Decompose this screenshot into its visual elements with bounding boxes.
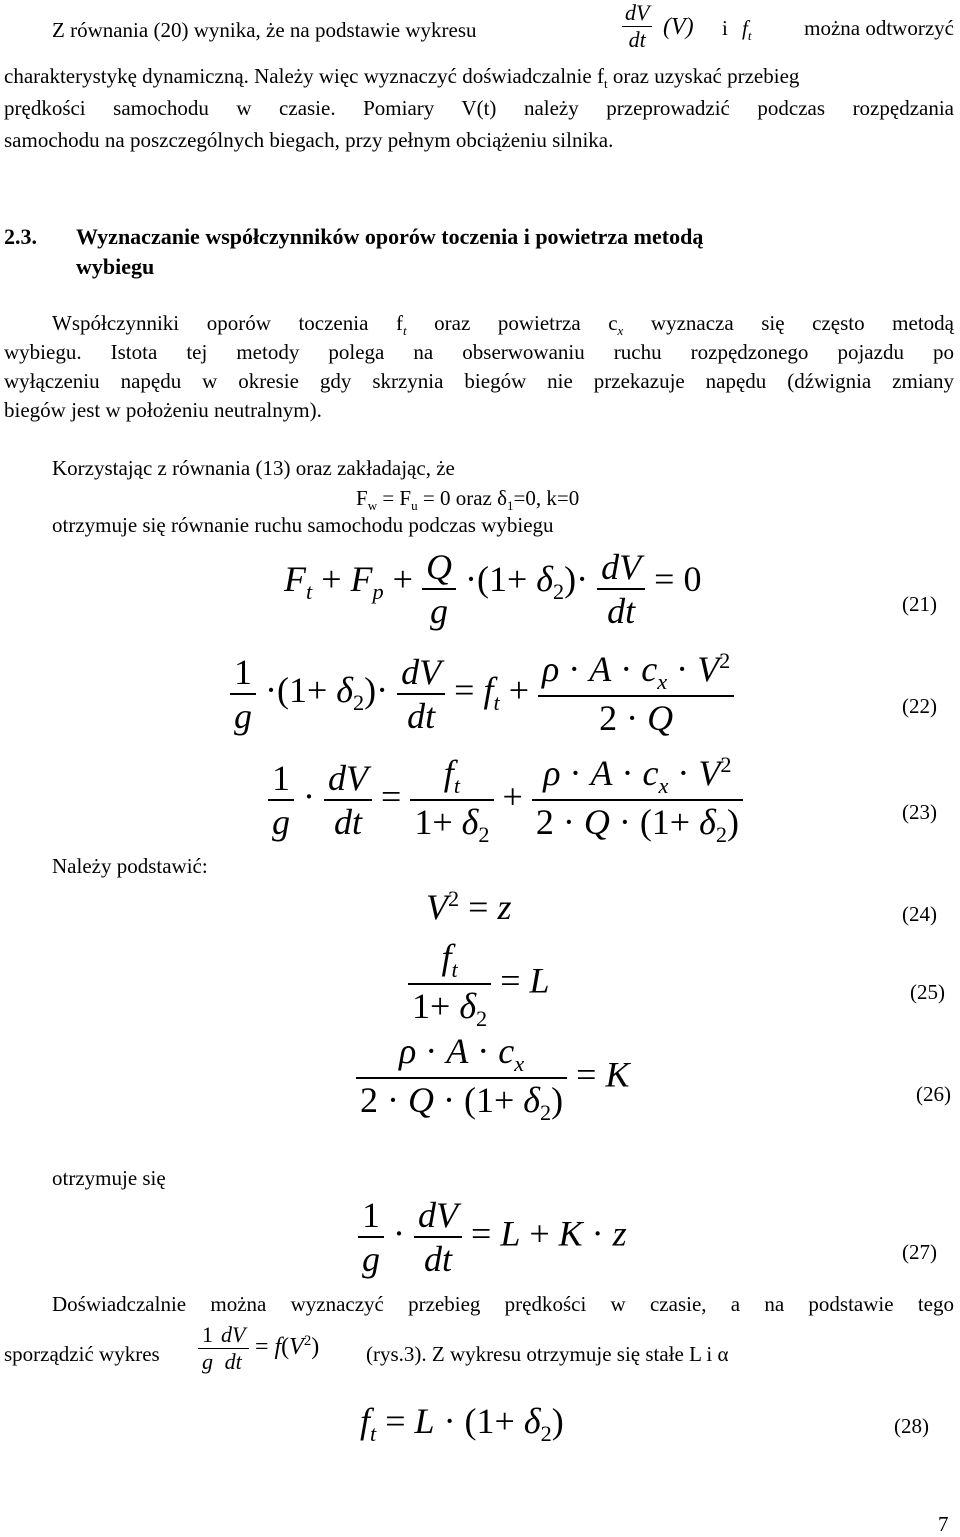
dvdt-fraction xyxy=(622,0,652,53)
para3-line2-b: (rys.3). Z wykresu otrzymuje się stałe L i α xyxy=(366,1342,729,1366)
section-title-line2: wybiegu xyxy=(76,254,155,279)
inline-equation-dvdt-fv2: $\frac{1}{g}$ $\frac{dV}{dt}$ = $f(V^2)$ xyxy=(198,1322,319,1375)
equation-23: $\frac{1}{g}$ · $\frac{dV}{dt}$ = $\frac{f_t}{1+ \delta_2}$ + $\frac{\rho \cdot A \cdot c_x \cdot V^2}{2 \cdot Q \cdot (1+ \delta_2)}$ xyxy=(268,752,743,848)
eq-number-22: (22) xyxy=(902,694,937,718)
intro-line4: samochodu na poszczególnych biegach, przy pełnym obciążeniu silnika. xyxy=(4,128,614,152)
eq-number-24: (24) xyxy=(902,902,937,926)
intro-line2: charakterystykę dynamiczną. Należy więc wyznaczyć doświadczalnie $f_t$ oraz uzyskać przebieg xyxy=(4,64,800,92)
section-number: 2.3. xyxy=(4,224,37,249)
eq-number-23: (23) xyxy=(902,800,937,824)
para2-line1: Korzystając z równania (13) oraz zakładając, że xyxy=(52,456,455,480)
label-nalezy-podstawic: Należy podstawić: xyxy=(52,854,208,878)
para1-line4: biegów jest w położeniu neutralnym). xyxy=(4,398,322,422)
para1-line3: wyłączeniu napędu w okresie gdy skrzynia biegów nie przekazuje napędu (dźwignia zmiany xyxy=(4,369,954,393)
dvdt-num: dV xyxy=(622,0,652,27)
para2-line3: otrzymuje się równanie ruchu samochodu podczas wybiegu xyxy=(52,513,554,537)
label-otrzymuje-sie: otrzymuje się xyxy=(52,1166,166,1190)
para1-line2: wybiegu. Istota tej metody polega na obserwowaniu ruchu rozpędzonego pojazdu po xyxy=(4,340,954,364)
intro-ft: $f_t$ xyxy=(742,16,752,44)
eq-number-26: (26) xyxy=(916,1082,951,1106)
section-title-line1: Wyznaczanie współczynników oporów toczenia i powietrza metodą xyxy=(76,224,704,249)
equation-24: $V^2 = z$ xyxy=(426,886,512,927)
equation-22: $\frac{1}{g}$ $\cdot(1+ \delta_2)\cdot$ $\frac{dV}{dt}$ = $f_t$ + $\frac{\rho \cdot A \cdot c_x \cdot V^2}{2 \cdot Q}$ xyxy=(230,648,734,739)
intro-line3: prędkości samochodu w czasie. Pomiary V(t) należy przeprowadzić podczas rozpędzania xyxy=(4,96,954,120)
equation-25: $\frac{f_t}{1+ \delta_2}$ = L xyxy=(408,936,550,1032)
intro-i: i xyxy=(722,16,728,40)
para3-line1: Doświadczalnie można wyznaczyć przebieg prędkości w czasie, a na podstawie tego xyxy=(52,1292,954,1316)
equation-27: $\frac{1}{g}$ · $\frac{dV}{dt}$ = L + K · z xyxy=(358,1194,627,1280)
eq-number-21: (21) xyxy=(902,592,937,616)
intro-line1-start: Z równania (20) wynika, że na podstawie wykresu xyxy=(52,18,477,42)
eq-number-25: (25) xyxy=(910,980,945,1004)
eq-number-27: (27) xyxy=(902,1240,937,1264)
equation-26: $\frac{\rho \cdot A \cdot c_x}{2 \cdot Q \cdot (1+ \delta_2)}$ = K xyxy=(356,1030,630,1126)
para1-line1: Współczynniki oporów toczenia $f_t$ oraz powietrza $c_x$ wyznacza się często metodą xyxy=(52,311,954,339)
para2-condition: $F_w = F_u = 0$ oraz $\delta_1=0$, k=0 xyxy=(356,486,580,514)
page-number: 7 xyxy=(938,1512,949,1536)
equation-28: $f_t = L \cdot (1+ \delta_2)$ xyxy=(360,1401,564,1447)
para3-line2-a: sporządzić wykres xyxy=(4,1342,160,1366)
dvdt-arg: (V) xyxy=(663,14,694,40)
dvdt-den: dt xyxy=(628,27,646,52)
intro-line1-end: można odtworzyć xyxy=(804,16,954,40)
equation-21: $F_t + F_p$ + $\frac{Q}{g}$ $\cdot(1+ \delta_2)\cdot$ $\frac{dV}{dt}$ = 0 xyxy=(284,547,702,631)
eq-number-28: (28) xyxy=(894,1414,929,1438)
